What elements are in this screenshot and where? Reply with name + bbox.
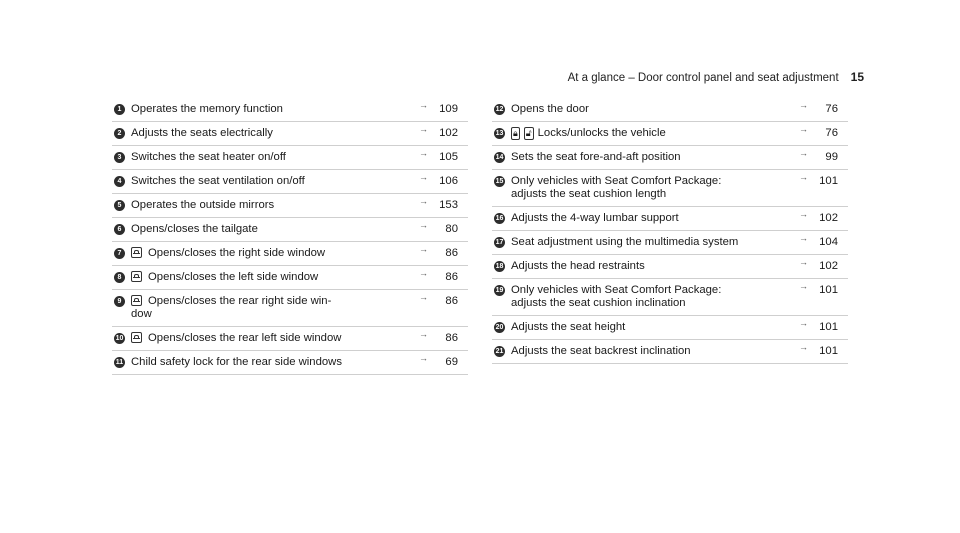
legend-row: [492, 122, 848, 146]
left-legend-column: [112, 98, 468, 375]
right-legend-column: [492, 98, 848, 364]
callout-number-badge: 9: [114, 296, 125, 307]
legend-text: Opens/closes the rear right side win- dow: [131, 295, 332, 320]
page-reference-link[interactable]: 102: [819, 212, 838, 224]
legend-text: Opens/closes the left side window: [148, 271, 319, 283]
page-reference-link[interactable]: 69: [445, 356, 458, 368]
legend-description: [131, 127, 398, 140]
page-reference-arrow: →: [419, 196, 428, 206]
page-reference-arrow: →: [799, 318, 808, 328]
legend-row: [492, 316, 848, 340]
callout-number-badge: 17: [495, 239, 504, 246]
lock-icon: 🔒︎: [513, 128, 518, 138]
callout-number-badge: 3: [114, 152, 125, 163]
legend-row: [492, 170, 848, 207]
legend-row: [492, 146, 848, 170]
page-reference-link[interactable]: 101: [819, 345, 838, 357]
page-reference-arrow: →: [419, 244, 428, 254]
legend-description: [131, 223, 398, 236]
callout-number-badge: 5: [114, 200, 125, 211]
legend-text: Adjusts the head restraints: [511, 260, 645, 272]
callout-number-badge: 8: [114, 272, 125, 283]
page-reference-arrow: →: [799, 257, 808, 267]
page-reference-link[interactable]: 80: [445, 223, 458, 235]
window-switch-icon: [131, 295, 142, 306]
legend-text: Opens the door: [511, 103, 589, 115]
page-reference-link[interactable]: 102: [439, 127, 458, 139]
page-reference-link[interactable]: 106: [439, 175, 458, 187]
legend-description: [511, 212, 778, 225]
page-reference-arrow: →: [419, 100, 428, 110]
legend-text: Switches the seat ventilation on/off: [131, 175, 305, 187]
callout-number-badge: 1: [114, 104, 125, 115]
legend-text: Locks/unlocks the vehicle: [537, 127, 666, 139]
page-reference-arrow: →: [799, 233, 808, 243]
legend-text: Child safety lock for the rear side windows: [131, 356, 342, 368]
page-reference-link[interactable]: 105: [439, 151, 458, 163]
legend-description: [511, 127, 778, 140]
callout-number-badge: 18: [495, 263, 504, 270]
page-reference-arrow: →: [419, 329, 428, 339]
callout-number-badge: 12: [495, 106, 504, 113]
legend-row: [492, 255, 848, 279]
legend-description: [511, 236, 778, 249]
legend-description: [511, 103, 778, 116]
legend-text: Opens/closes the tailgate: [131, 223, 258, 235]
legend-text: Adjusts the seats electrically: [131, 127, 273, 139]
legend-description: [131, 199, 398, 212]
callout-number-badge: 13: [495, 130, 504, 137]
legend-row: [492, 340, 848, 364]
legend-row: [112, 266, 468, 290]
legend-row: [112, 290, 468, 327]
callout-number-badge: 4: [114, 176, 125, 187]
callout-number-badge: 10: [115, 335, 124, 342]
legend-text: Adjusts the seat backrest inclination: [511, 345, 691, 357]
page-reference-link[interactable]: 153: [439, 199, 458, 211]
page-reference-arrow: →: [799, 100, 808, 110]
legend-row: [492, 207, 848, 231]
legend-text: Switches the seat heater on/off: [131, 151, 286, 163]
page-reference-arrow: →: [419, 124, 428, 134]
legend-text: Adjusts the 4-way lumbar support: [511, 212, 679, 224]
legend-row: [112, 242, 468, 266]
page-reference-link[interactable]: 102: [819, 260, 838, 272]
page-reference-link[interactable]: 104: [819, 236, 838, 248]
legend-description: [131, 175, 398, 188]
page-reference-arrow: →: [799, 342, 808, 352]
legend-row: [492, 98, 848, 122]
callout-number-badge: 15: [495, 178, 504, 185]
window-switch-icon: [131, 332, 142, 343]
page-reference-arrow: →: [799, 209, 808, 219]
callout-number-badge: 19: [495, 287, 504, 294]
unlock-icon: 🔓︎: [525, 128, 532, 138]
legend-text: Opens/closes the rear left side window: [148, 332, 342, 344]
legend-row: [112, 351, 468, 375]
legend-text: Operates the memory function: [131, 103, 283, 115]
legend-row: [492, 279, 848, 316]
legend-description: [511, 345, 778, 358]
page-reference-link[interactable]: 86: [445, 247, 458, 259]
callout-number-badge: 21: [495, 348, 504, 355]
page-number: 15: [850, 70, 864, 84]
page-reference-link[interactable]: 101: [819, 175, 838, 187]
page-reference-link[interactable]: 101: [819, 284, 838, 296]
legend-description: [131, 271, 398, 284]
legend-description: [511, 284, 778, 310]
legend-description: [511, 260, 778, 273]
page-header: [568, 70, 864, 84]
page-reference-arrow: →: [419, 172, 428, 182]
page-reference-arrow: →: [799, 281, 808, 291]
page-reference-arrow: →: [419, 268, 428, 278]
page-reference-arrow: →: [419, 220, 428, 230]
legend-description: [131, 332, 398, 345]
legend-text: Sets the seat fore-and-aft position: [511, 151, 681, 163]
callout-number-badge: 6: [114, 224, 125, 235]
page-reference-link[interactable]: 86: [445, 271, 458, 283]
callout-number-badge: 7: [114, 248, 125, 259]
page-reference-arrow: →: [799, 172, 808, 182]
legend-description: [511, 151, 778, 164]
legend-row: [112, 327, 468, 351]
legend-description: [131, 295, 398, 321]
page-reference-link[interactable]: 101: [819, 321, 838, 333]
legend-row: [112, 122, 468, 146]
legend-row: [112, 170, 468, 194]
page-reference-arrow: →: [419, 292, 428, 302]
legend-description: [511, 175, 778, 201]
legend-row: [492, 231, 848, 255]
legend-row: [112, 194, 468, 218]
legend-description: [511, 321, 778, 334]
page-reference-arrow: →: [419, 148, 428, 158]
callout-number-badge: 11: [115, 359, 124, 366]
page-reference-arrow: →: [419, 353, 428, 363]
callout-number-badge: 2: [114, 128, 125, 139]
legend-row: [112, 218, 468, 242]
page-reference-arrow: →: [799, 148, 808, 158]
page-reference-arrow: →: [799, 124, 808, 134]
legend-description: [131, 151, 398, 164]
window-switch-icon: [131, 271, 142, 282]
page-reference-link[interactable]: 76: [825, 103, 838, 115]
legend-text: Only vehicles with Seat Comfort Package: adjusts the seat cushion inclination: [511, 284, 722, 309]
section-title: At a glance – Door control panel and seat adjustment: [567, 72, 839, 84]
page-reference-link[interactable]: 76: [825, 127, 838, 139]
legend-description: [131, 247, 398, 260]
page-reference-link[interactable]: 109: [439, 103, 458, 115]
legend-description: [131, 356, 398, 369]
legend-text: Adjusts the seat height: [511, 321, 626, 333]
legend-row: [112, 98, 468, 122]
legend-text: Only vehicles with Seat Comfort Package: adjusts the seat cushion length: [511, 175, 722, 200]
legend-row: [112, 146, 468, 170]
legend-description: [131, 103, 398, 116]
legend-text: Opens/closes the right side window: [148, 247, 326, 259]
callout-number-badge: 20: [495, 324, 504, 331]
window-switch-icon: [131, 247, 142, 258]
legend-text: Operates the outside mirrors: [131, 199, 275, 211]
page-reference-link[interactable]: 99: [825, 151, 838, 163]
callout-number-badge: 16: [495, 215, 504, 222]
page-reference-link[interactable]: 86: [445, 295, 458, 307]
callout-number-badge: 14: [495, 154, 504, 161]
page-reference-link[interactable]: 86: [445, 332, 458, 344]
legend-text: Seat adjustment using the multimedia system: [511, 236, 739, 248]
